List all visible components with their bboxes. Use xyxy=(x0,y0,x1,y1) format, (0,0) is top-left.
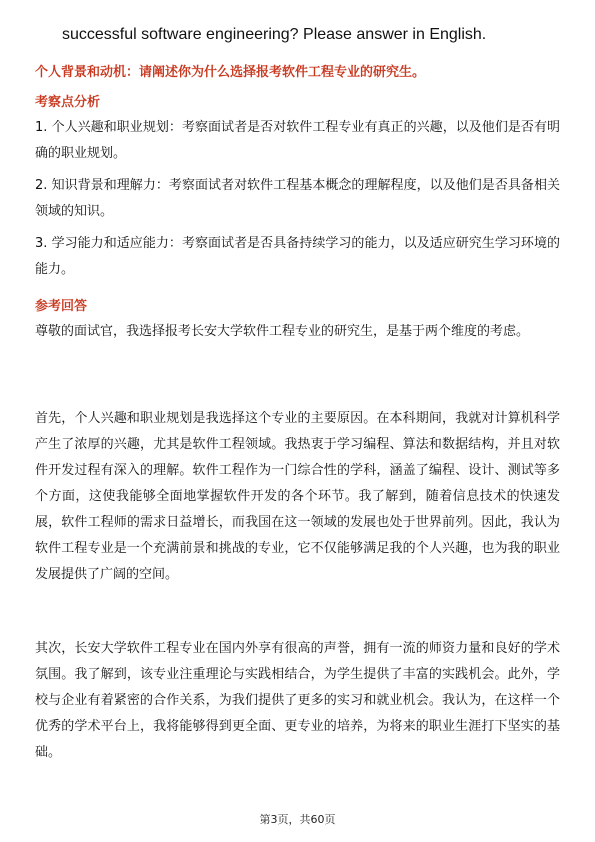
answer-paragraph-first: 首先，个人兴趣和职业规划是我选择这个专业的主要原因。在本科期间，我就对计算机科学产生了浓厚的兴趣，尤其是软件工程领域。我热衷于学习编程、算法和数据结构，并且对软件开发过程有深入的理解。软件工程作为一门综合性的学科，涵盖了编程、设计、测试等多个方面，这使我能够全面地掌握软件开发的各个环节。我了解到，随着信息技术的快速发展，软件工程师的需求日益增长，而我国在这一领域的发展也处于世界前列。因此，我认为软件工程专业是一个充满前景和挑战的专业，它不仅能够满足我的个人兴趣，也为我的职业发展提供了广阔的空间。 xyxy=(35,411,560,582)
analysis-item-3: 3. 学习能力和适应能力：考察面试者是否具备持续学习的能力，以及适应研究生学习环境的能力。 xyxy=(35,236,560,277)
answer-heading: 参考回答 xyxy=(35,299,88,314)
analysis-heading: 考察点分析 xyxy=(35,95,101,110)
page-number-footer: 第3页，共60页 xyxy=(259,813,336,826)
answer-paragraph-second: 其次，长安大学软件工程专业在国内外享有很高的声誉，拥有一流的师资力量和良好的学术氛围。我了解到，该专业注重理论与实践相结合，为学生提供了丰富的实践机会。此外，学校与企业有着紧密的合作关系，为我们提供了更多的实习和就业机会。我认为，在这样一个优秀的学术平台上，我将能够得到更全面、更专业的培养，为将来的职业生涯打下坚实的基础。 xyxy=(35,641,560,760)
question-title: 个人背景和动机：请阐述你为什么选择报考软件工程专业的研究生。 xyxy=(35,65,426,80)
answer-paragraph-intro: 尊敬的面试官，我选择报考长安大学软件工程专业的研究生，是基于两个维度的考虑。 xyxy=(35,324,530,339)
analysis-item-2: 2. 知识背景和理解力：考察面试者对软件工程基本概念的理解程度，以及他们是否具备相关领域的知识。 xyxy=(35,178,560,219)
previous-question-continuation: successful software engineering? Please answer in English. xyxy=(62,26,487,43)
analysis-item-1: 1. 个人兴趣和职业规划：考察面试者是否对软件工程专业有真正的兴趣，以及他们是否有明确的职业规划。 xyxy=(35,120,560,161)
